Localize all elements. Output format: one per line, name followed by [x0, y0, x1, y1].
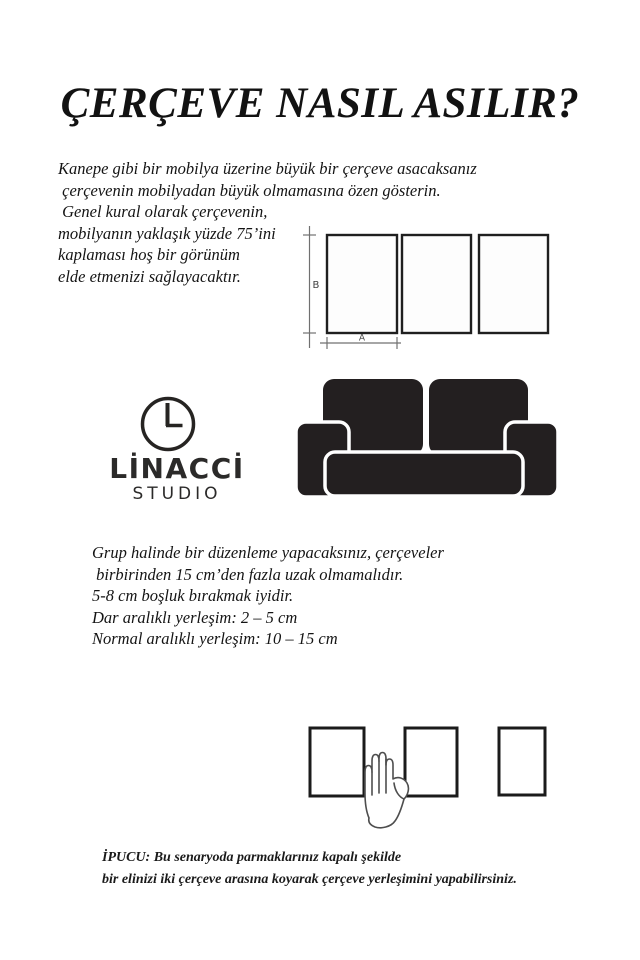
sofa-seat	[325, 452, 523, 496]
demo-frame-3	[499, 728, 545, 795]
logo	[108, 452, 246, 503]
intro-line: mobilyanın yaklaşık yüzde 75’ini	[58, 223, 276, 243]
intro-line: çerçevenin mobilyadan büyük olmamasına özen gösterin.	[58, 180, 441, 200]
hand-spacing-diagram	[295, 715, 555, 837]
height-label: B	[312, 280, 320, 291]
spacing-line: birbirinden 15 cm’den fazla uzak olmamalıdır.	[92, 564, 404, 584]
demo-frame-2	[405, 728, 457, 796]
diagram-frame-2	[402, 235, 471, 333]
open-hand-icon	[365, 753, 408, 828]
spacing-line: 5-8 cm boşluk bırakmak iyidir.	[92, 586, 294, 605]
logo-subtitle: STUDIO	[132, 484, 222, 504]
diagram-frame-1	[327, 235, 397, 333]
diagram-frame-3	[479, 235, 548, 333]
tip-line: İPUCU: Bu senaryoda parmaklarınız kapalı şekilde	[102, 850, 402, 865]
intro-line: kaplaması hoş bir görünüm	[58, 245, 240, 264]
intro-line: elde etmenizi sağlayacaktır.	[58, 266, 241, 286]
spacing-guidelines-paragraph	[92, 542, 444, 650]
spacing-line: Normal aralıklı yerleşim: 10 – 15 cm	[92, 629, 338, 648]
clock-icon	[139, 395, 197, 453]
width-label: A	[358, 333, 366, 344]
logo-name: LİNACCİ	[109, 452, 245, 485]
page-title: ÇERÇEVE NASIL ASILIR?	[60, 80, 580, 127]
demo-frame-1	[310, 728, 364, 796]
tip-paragraph	[102, 847, 517, 890]
intro-line: Kanepe gibi bir mobilya üzerine büyük bir çerçeve asacaksanız	[58, 159, 477, 178]
spacing-line: Grup halinde bir düzenleme yapacaksınız, çerçeveler	[92, 543, 444, 562]
tip-line: bir elinizi iki çerçeve arasına koyarak çerçeve yerleşimini yapabilirsiniz.	[102, 871, 517, 887]
spacing-line: Dar aralıklı yerleşim: 2 – 5 cm	[92, 607, 298, 627]
sofa-silhouette-icon	[290, 372, 565, 502]
intro-line: Genel kural olarak çerçevenin,	[58, 202, 268, 221]
frame-dimension-diagram	[300, 222, 555, 352]
